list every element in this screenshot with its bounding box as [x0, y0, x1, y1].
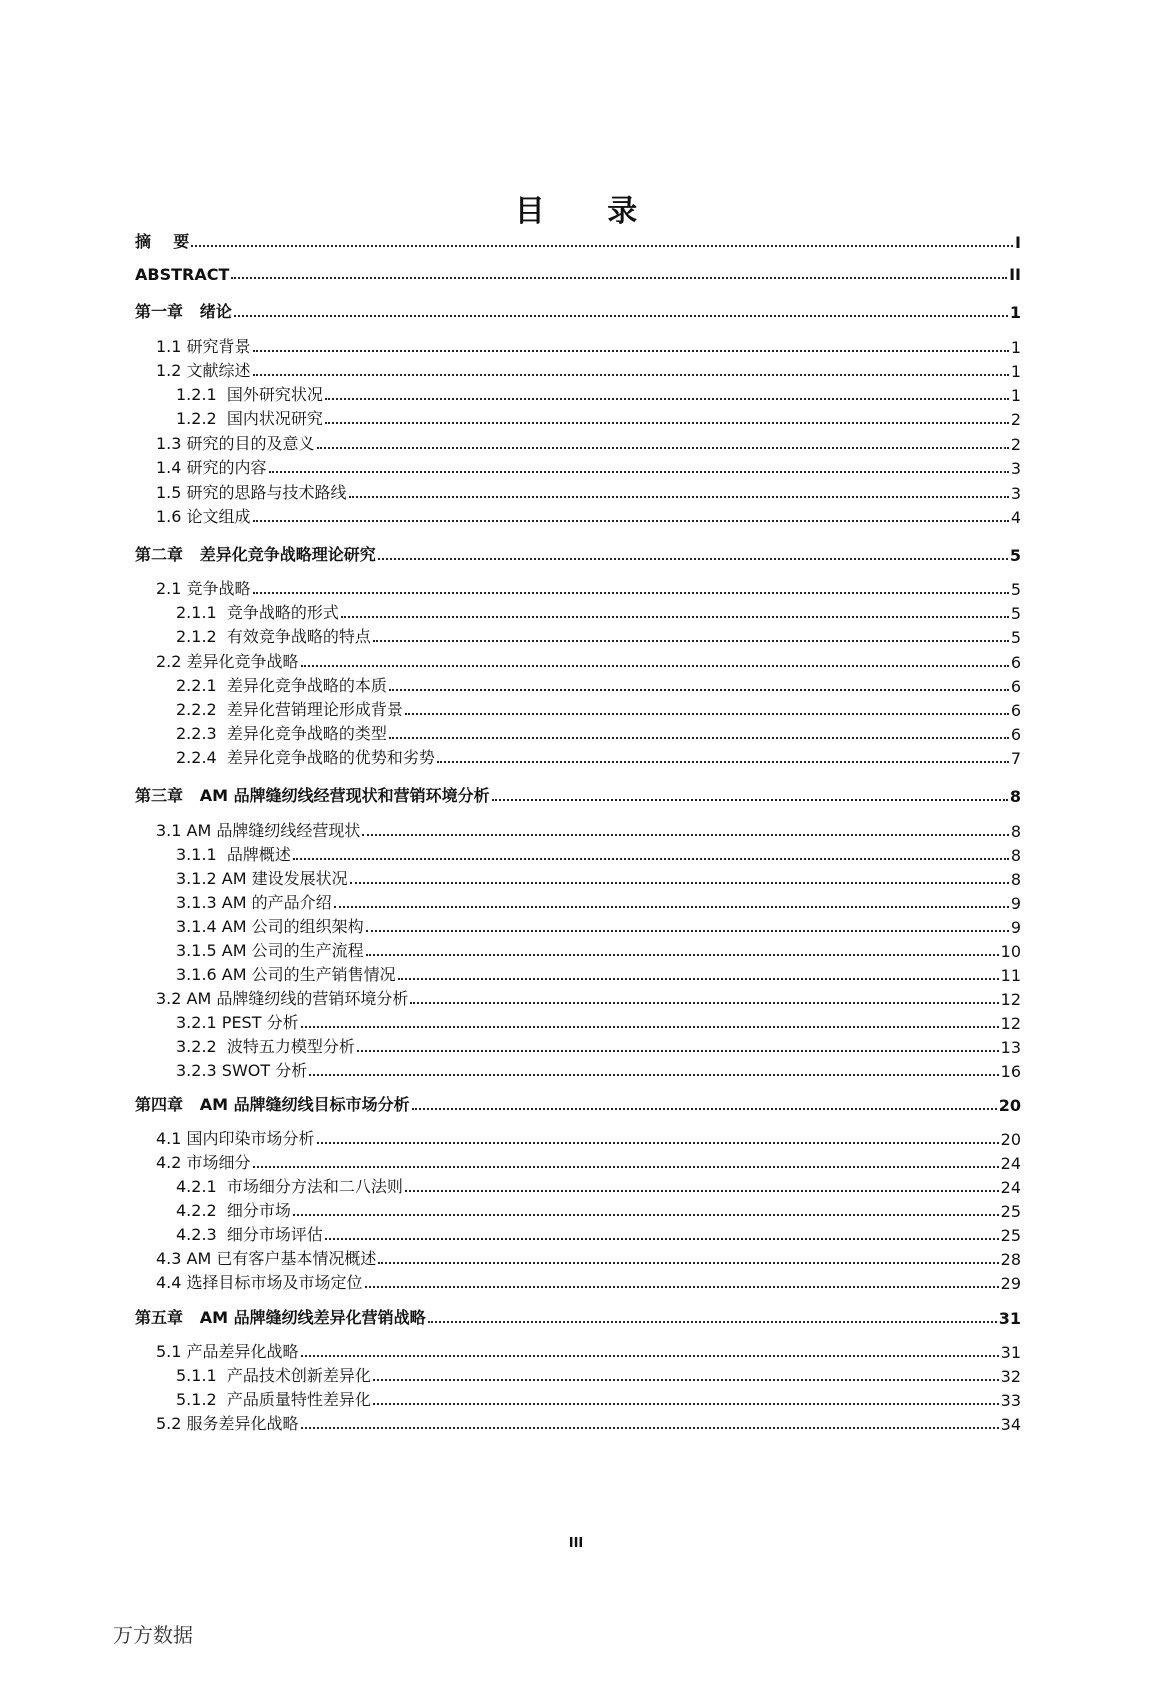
toc-dot-leader [234, 315, 1008, 317]
toc-section-entry[interactable] [0, 501, 1152, 527]
toc-entry-page: 3 [1010, 484, 1021, 503]
toc-entry-page: 6 [1010, 653, 1021, 672]
toc-entry-page: 25 [1000, 1226, 1021, 1245]
toc-dot-leader [301, 1026, 999, 1028]
toc-dot-leader [253, 592, 1009, 594]
toc-entry-page: 1 [1010, 338, 1021, 357]
toc-entry-page: II [1009, 265, 1021, 284]
toc-dot-leader [373, 640, 1009, 642]
toc-section-entry[interactable] [0, 742, 1152, 768]
toc-section-entry[interactable] [0, 1171, 1152, 1197]
toc-entry-page: 9 [1010, 894, 1021, 913]
toc-entry-page: 11 [1000, 966, 1021, 985]
toc-entry-title: 2.2.3 差异化竞争战略的类型 [176, 724, 387, 743]
toc-entry-title: 4.2.2 细分市场 [176, 1201, 291, 1220]
toc-section-entry[interactable] [0, 477, 1152, 503]
toc-dot-leader [253, 520, 1009, 522]
toc-dot-leader [378, 558, 1008, 560]
toc-section-entry[interactable] [0, 959, 1152, 985]
toc-entry-page: 8 [1010, 822, 1021, 841]
toc-entry-title: 2.2.1 差异化竞争战略的本质 [176, 676, 387, 695]
toc-section-entry[interactable] [0, 403, 1152, 429]
toc-chapter-entry[interactable] [0, 226, 1152, 252]
toc-dot-leader [389, 737, 1009, 739]
toc-entry-title: 第四章 AM 品牌缝纫线目标市场分析 [135, 1095, 410, 1114]
toc-entry-title: 1.5 研究的思路与技术路线 [156, 483, 347, 502]
toc-chapter-entry[interactable] [0, 780, 1152, 806]
toc-dot-leader [405, 1190, 999, 1192]
toc-entry-page: 24 [1000, 1178, 1021, 1197]
toc-entry-title: 2.1 竞争战略 [156, 579, 251, 598]
toc-entry-page: 8 [1010, 846, 1021, 865]
toc-dot-leader [317, 1142, 999, 1144]
toc-dot-leader [334, 906, 1009, 908]
toc-entry-page: I [1015, 233, 1021, 252]
toc-entry-page: 1 [1009, 303, 1021, 322]
toc-dot-leader [253, 350, 1009, 352]
toc-section-entry[interactable] [0, 573, 1152, 599]
toc-entry-title: 第三章 AM 品牌缝纫线经营现状和营销环境分析 [135, 786, 490, 805]
toc-section-entry[interactable] [0, 428, 1152, 454]
toc-section-entry[interactable] [0, 1360, 1152, 1386]
toc-entry-title: 1.6 论文组成 [156, 507, 251, 526]
toc-entry-page: 5 [1010, 628, 1021, 647]
toc-entry-title: 2.2 差异化竞争战略 [156, 652, 299, 671]
toc-dot-leader [191, 245, 1013, 247]
toc-entry-title: ABSTRACT [135, 265, 230, 284]
toc-section-entry[interactable] [0, 452, 1152, 478]
toc-dot-leader [293, 858, 1009, 860]
page-title: 目 录 [514, 194, 664, 229]
toc-dot-leader [325, 422, 1009, 424]
toc-dot-leader [366, 954, 999, 956]
toc-section-entry[interactable] [0, 1384, 1152, 1410]
toc-dot-leader [398, 978, 999, 980]
toc-entry-page: 1 [1010, 362, 1021, 381]
toc-entry-page: 8 [1009, 787, 1021, 806]
toc-dot-leader [412, 1108, 997, 1110]
toc-entry-title: 3.1.4 AM 公司的组织架构 [176, 917, 364, 936]
toc-entry-title: 3.1 AM 品牌缝纫线经营现状 [156, 821, 361, 840]
toc-dot-leader [405, 713, 1009, 715]
toc-section-entry[interactable] [0, 1408, 1152, 1434]
toc-section-entry[interactable] [0, 718, 1152, 744]
toc-dot-leader [492, 799, 1008, 801]
toc-entry-page: 5 [1009, 546, 1021, 565]
toc-entry-title: 5.2 服务差异化战略 [156, 1414, 299, 1433]
toc-chapter-entry[interactable] [0, 1302, 1152, 1328]
toc-section-entry[interactable] [0, 887, 1152, 913]
toc-entry-page: 16 [1000, 1062, 1021, 1081]
toc-dot-leader [365, 1286, 999, 1288]
toc-entry-page: 24 [1000, 1154, 1021, 1173]
toc-entry-page: 13 [1000, 1038, 1021, 1057]
toc-dot-leader [362, 834, 1008, 836]
toc-dot-leader [366, 930, 1009, 932]
toc-entry-page: 2 [1010, 410, 1021, 429]
toc-entry-page: 10 [1000, 942, 1021, 961]
toc-entry-page: 7 [1010, 749, 1021, 768]
toc-entry-page: 6 [1010, 725, 1021, 744]
toc-section-entry[interactable] [0, 863, 1152, 889]
toc-section-entry[interactable] [0, 1055, 1152, 1081]
toc-entry-title: 1.1 研究背景 [156, 337, 251, 356]
toc-chapter-entry[interactable] [0, 1089, 1152, 1115]
toc-entry-page: 6 [1010, 701, 1021, 720]
toc-entry-title: 4.1 国内印染市场分析 [156, 1129, 315, 1148]
toc-dot-leader [317, 447, 1009, 449]
toc-entry-page: 9 [1010, 918, 1021, 937]
toc-entry-title: 第五章 AM 品牌缝纫线差异化营销战略 [135, 1308, 426, 1327]
toc-dot-leader [269, 471, 1009, 473]
toc-dot-leader [378, 1262, 998, 1264]
toc-entry-title: 3.1.3 AM 的产品介绍 [176, 893, 332, 912]
toc-entry-page: 4 [1010, 508, 1021, 527]
toc-dot-leader [389, 689, 1009, 691]
toc-section-entry[interactable] [0, 935, 1152, 961]
toc-entry-title: 5.1.1 产品技术创新差异化 [176, 1366, 371, 1385]
toc-dot-leader [349, 496, 1009, 498]
toc-entry-title: 4.4 选择目标市场及市场定位 [156, 1273, 363, 1292]
toc-entry-title: 2.1.1 竞争战略的形式 [176, 603, 339, 622]
toc-entry-title: 1.3 研究的目的及意义 [156, 434, 315, 453]
toc-entry-page: 2 [1010, 435, 1021, 454]
toc-entry-page: 8 [1010, 870, 1021, 889]
toc-dot-leader [253, 374, 1009, 376]
toc-entry-title: 3.1.1 品牌概述 [176, 845, 291, 864]
toc-section-entry[interactable] [0, 839, 1152, 865]
toc-entry-page: 33 [1000, 1391, 1021, 1410]
toc-entry-title: 1.4 研究的内容 [156, 458, 267, 477]
toc-entry-page: 20 [998, 1096, 1021, 1115]
toc-dot-leader [437, 761, 1009, 763]
toc-entry-title: 摘 要 [135, 232, 190, 251]
toc-dot-leader [357, 1050, 999, 1052]
toc-entry-title: 4.2 市场细分 [156, 1153, 251, 1172]
toc-dot-leader [231, 277, 1007, 279]
toc-section-entry[interactable] [0, 1123, 1152, 1149]
toc-section-entry[interactable] [0, 694, 1152, 720]
toc-entry-page: 25 [1000, 1202, 1021, 1221]
toc-dot-leader [309, 1074, 998, 1076]
toc-entry-title: 3.2.1 PEST 分析 [176, 1013, 299, 1032]
toc-dot-leader [410, 1002, 998, 1004]
toc-entry-title: 3.1.6 AM 公司的生产销售情况 [176, 965, 396, 984]
toc-entry-page: 29 [1000, 1274, 1021, 1293]
toc-entry-title: 3.2.3 SWOT 分析 [176, 1061, 308, 1080]
toc-entry-title: 4.2.1 市场细分方法和二八法则 [176, 1177, 403, 1196]
toc-section-entry[interactable] [0, 1031, 1152, 1057]
toc-entry-title: 4.3 AM 已有客户基本情况概述 [156, 1249, 377, 1268]
toc-entry-title: 3.1.5 AM 公司的生产流程 [176, 941, 364, 960]
toc-dot-leader [325, 1238, 999, 1240]
toc-entry-title: 3.2.2 波特五力模型分析 [176, 1037, 355, 1056]
toc-section-entry[interactable] [0, 646, 1152, 672]
toc-chapter-entry[interactable] [0, 258, 1152, 284]
toc-entry-page: 34 [1000, 1415, 1021, 1434]
toc-section-entry[interactable] [0, 1336, 1152, 1362]
toc-entry-title: 1.2.2 国内状况研究 [176, 409, 323, 428]
toc-entry-page: 5 [1010, 580, 1021, 599]
toc-entry-page: 5 [1010, 604, 1021, 623]
toc-section-entry[interactable] [0, 983, 1152, 1009]
toc-section-entry[interactable] [0, 1195, 1152, 1221]
toc-section-entry[interactable] [0, 911, 1152, 937]
toc-entry-title: 3.2 AM 品牌缝纫线的营销环境分析 [156, 989, 409, 1008]
toc-dot-leader [253, 1166, 999, 1168]
toc-entry-page: 20 [1000, 1130, 1021, 1149]
toc-entry-page: 32 [1000, 1367, 1021, 1386]
toc-dot-leader [373, 1379, 999, 1381]
toc-section-entry[interactable] [0, 379, 1152, 405]
toc-section-entry[interactable] [0, 1267, 1152, 1293]
toc-dot-leader [301, 1355, 999, 1357]
toc-section-entry[interactable] [0, 1147, 1152, 1173]
toc-entry-title: 3.1.2 AM 建设发展状况 [176, 869, 348, 888]
toc-entry-title: 5.1.2 产品质量特性差异化 [176, 1390, 371, 1409]
toc-entry-title: 1.2 文献综述 [156, 361, 251, 380]
toc-section-entry[interactable] [0, 1007, 1152, 1033]
toc-entry-page: 3 [1010, 459, 1021, 478]
toc-entry-page: 12 [1000, 990, 1021, 1009]
toc-chapter-entry[interactable] [0, 296, 1152, 322]
toc-dot-leader [373, 1403, 999, 1405]
toc-dot-leader [428, 1321, 997, 1323]
toc-entry-page: 12 [1000, 1014, 1021, 1033]
toc-entry-title: 2.2.4 差异化竞争战略的优势和劣势 [176, 748, 435, 767]
toc-section-entry[interactable] [0, 355, 1152, 381]
toc-section-entry[interactable] [0, 815, 1152, 841]
watermark: 万方数据 [113, 1623, 193, 1647]
toc-dot-leader [301, 665, 1009, 667]
toc-section-entry[interactable] [0, 597, 1152, 623]
toc-dot-leader [301, 1427, 999, 1429]
toc-dot-leader [350, 882, 1009, 884]
toc-entry-page: 31 [1000, 1343, 1021, 1362]
toc-entry-title: 2.1.2 有效竞争战略的特点 [176, 627, 371, 646]
toc-entry-title: 第一章 绪论 [135, 302, 232, 321]
toc-section-entry[interactable] [0, 621, 1152, 647]
toc-section-entry[interactable] [0, 331, 1152, 357]
toc-entry-title: 1.2.1 国外研究状况 [176, 385, 323, 404]
toc-section-entry[interactable] [0, 670, 1152, 696]
toc-entry-page: 1 [1010, 386, 1021, 405]
toc-entry-title: 第二章 差异化竞争战略理论研究 [135, 545, 376, 564]
page-number: III [568, 1536, 584, 1551]
toc-dot-leader [341, 616, 1009, 618]
toc-entry-title: 5.1 产品差异化战略 [156, 1342, 299, 1361]
toc-entry-page: 6 [1010, 677, 1021, 696]
toc-chapter-entry[interactable] [0, 539, 1152, 565]
toc-entry-page: 28 [1000, 1250, 1021, 1269]
toc-section-entry[interactable] [0, 1243, 1152, 1269]
toc-entry-page: 31 [998, 1309, 1021, 1328]
toc-section-entry[interactable] [0, 1219, 1152, 1245]
toc-dot-leader [293, 1214, 999, 1216]
toc-dot-leader [325, 398, 1009, 400]
toc-entry-title: 2.2.2 差异化营销理论形成背景 [176, 700, 403, 719]
toc-entry-title: 4.2.3 细分市场评估 [176, 1225, 323, 1244]
